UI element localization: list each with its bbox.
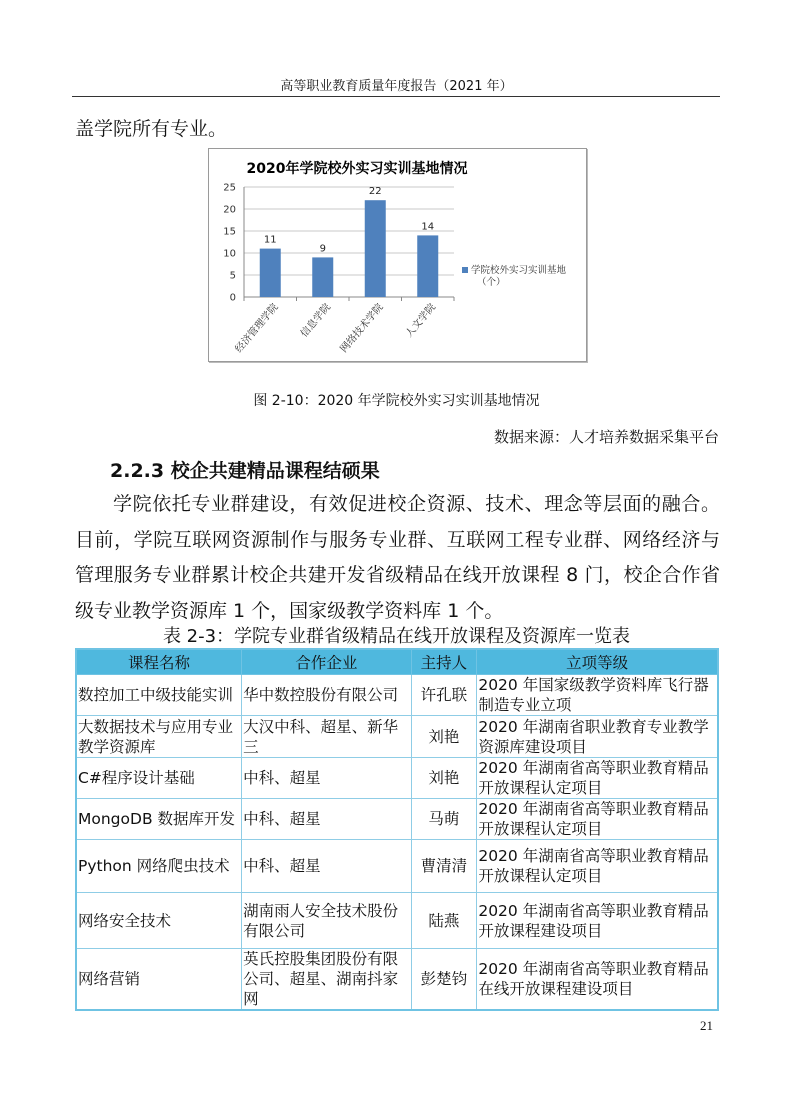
table-row bbox=[76, 758, 718, 799]
cell-partner: 华中数控股份有限公司 bbox=[242, 675, 411, 716]
chart-canvas bbox=[209, 149, 586, 361]
table-header-row bbox=[76, 649, 718, 675]
running-header: 高等职业教育质量年度报告（2021 年） bbox=[280, 79, 513, 94]
cell-partner: 中科、超星 bbox=[242, 758, 411, 799]
chart-legend bbox=[462, 264, 567, 288]
data-label: 22 bbox=[368, 186, 382, 198]
cell-host: 陆燕 bbox=[411, 893, 477, 949]
table-row bbox=[76, 840, 718, 893]
cell-level: 2020 年湖南省高等职业教育精品开放课程认定项目 bbox=[477, 758, 718, 799]
cell-course: 网络安全技术 bbox=[76, 893, 242, 949]
cell-host: 曹清清 bbox=[411, 840, 477, 893]
column-header-course: 课程名称 bbox=[76, 649, 242, 675]
page-number: 21 bbox=[700, 1018, 713, 1033]
cell-course: 网络营销 bbox=[76, 949, 242, 1011]
x-tick-label: 经济管理学院 bbox=[233, 301, 281, 355]
courses-table bbox=[75, 648, 719, 1011]
cell-level: 2020 年湖南省高等职业教育精品在线开放课程建设项目 bbox=[477, 949, 718, 1011]
column-header-level: 立项等级 bbox=[477, 649, 718, 675]
cell-course: Python 网络爬虫技术 bbox=[76, 840, 242, 893]
legend-swatch bbox=[462, 267, 468, 273]
legend-label: 学院校外实习实训基地 bbox=[471, 265, 567, 276]
cell-partner: 湖南雨人安全技术股份有限公司 bbox=[242, 893, 411, 949]
section-body: 学院依托专业群建设，有效促进校企资源、技术、理念等层面的融合。目前，学院互联网资源制作与服务专业群、互联网工程专业群、网络经济与管理服务专业群累计校企共建开发省级精品在线开放课程 8 门，校企合作省级专业教学资源库 1 个，国家级教学资料库 1 个。 bbox=[75, 493, 720, 622]
cell-course: MongoDB 数据库开发 bbox=[76, 799, 242, 840]
cell-course: C#程序设计基础 bbox=[76, 758, 242, 799]
y-tick-label: 5 bbox=[229, 270, 236, 282]
legend-label-unit: （个） bbox=[477, 277, 506, 288]
data-label: 9 bbox=[319, 243, 326, 255]
table-row bbox=[76, 799, 718, 840]
cell-host: 许孔联 bbox=[411, 675, 477, 716]
cell-level: 2020 年湖南省高等职业教育精品开放课程认定项目 bbox=[477, 799, 718, 840]
bar-chart bbox=[208, 148, 587, 362]
cell-level: 2020 年湖南省职业教育专业教学资源库建设项目 bbox=[477, 716, 718, 758]
y-tick-label: 10 bbox=[223, 248, 236, 260]
cell-partner: 大汉中科、超星、新华三 bbox=[242, 716, 411, 758]
data-label: 11 bbox=[263, 234, 277, 246]
table-row bbox=[76, 949, 718, 1011]
y-tick-label: 25 bbox=[223, 182, 236, 194]
table-row bbox=[76, 893, 718, 949]
y-tick-label: 15 bbox=[223, 226, 236, 238]
cell-level: 2020 年湖南省高等职业教育精品开放课程建设项目 bbox=[477, 893, 718, 949]
cell-level: 2020 年国家级教学资料库飞行器制造专业立项 bbox=[477, 675, 718, 716]
bar bbox=[312, 257, 333, 297]
cell-partner: 中科、超星 bbox=[242, 840, 411, 893]
cell-host: 彭楚钧 bbox=[411, 949, 477, 1011]
figure-caption: 图 2-10：2020 年学院校外实习实训基地情况 bbox=[253, 393, 540, 409]
cell-course: 大数据技术与应用专业教学资源库 bbox=[76, 716, 242, 758]
header-divider bbox=[72, 96, 720, 97]
x-tick-label: 网络技术学院 bbox=[338, 301, 386, 355]
cell-host: 刘艳 bbox=[411, 758, 477, 799]
bar bbox=[417, 235, 438, 297]
y-tick-label: 0 bbox=[229, 292, 236, 304]
paragraph-continuation: 盖学院所有专业。 bbox=[75, 118, 228, 140]
cell-course: 数控加工中级技能实训 bbox=[76, 675, 242, 716]
x-tick-label: 信息学院 bbox=[298, 301, 334, 340]
chart-title: 2020年学院校外实习实训基地情况 bbox=[246, 161, 468, 177]
y-tick-label: 20 bbox=[223, 204, 236, 216]
cell-partner: 中科、超星 bbox=[242, 799, 411, 840]
cell-partner: 英氏控股集团股份有限公司、超星、湖南抖家网 bbox=[242, 949, 411, 1011]
bar bbox=[260, 249, 281, 297]
cell-host: 马萌 bbox=[411, 799, 477, 840]
data-source-note: 数据来源：人才培养数据采集平台 bbox=[493, 428, 719, 446]
column-header-partner: 合作企业 bbox=[242, 649, 411, 675]
x-tick-label: 人文学院 bbox=[403, 301, 439, 340]
cell-level: 2020 年湖南省高等职业教育精品开放课程认定项目 bbox=[477, 840, 718, 893]
cell-host: 刘艳 bbox=[411, 716, 477, 758]
section-heading: 2.2.3 校企共建精品课程结硕果 bbox=[110, 460, 380, 482]
column-header-host: 主持人 bbox=[411, 649, 477, 675]
table-row bbox=[76, 675, 718, 716]
table-caption: 表 2-3：学院专业群省级精品在线开放课程及资源库一览表 bbox=[162, 626, 631, 647]
table-row bbox=[76, 716, 718, 758]
data-label: 14 bbox=[421, 221, 435, 233]
bar bbox=[365, 200, 386, 297]
